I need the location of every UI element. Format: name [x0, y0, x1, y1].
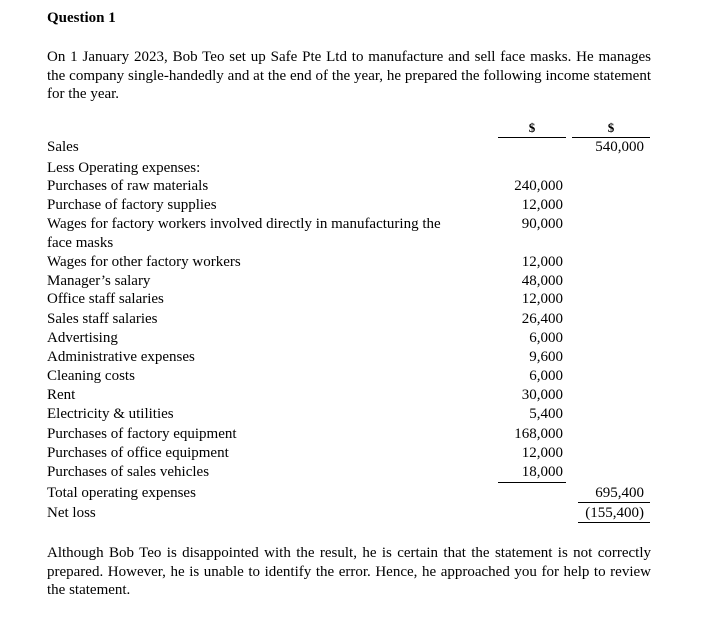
row-col1: 9,600	[529, 349, 563, 365]
total-underline	[578, 502, 650, 503]
row-col1: 12,000	[521, 445, 563, 461]
row-col2: 540,000	[595, 139, 644, 155]
col1-header: $	[498, 120, 566, 138]
statement-row-total	[47, 484, 657, 503]
question-title: Question 1	[47, 10, 116, 26]
row-col1: 18,000	[521, 464, 563, 480]
statement-row	[47, 463, 657, 482]
statement-row	[47, 444, 657, 463]
row-col1: 12,000	[521, 254, 563, 270]
row-label: Administrative expenses	[47, 349, 195, 365]
statement-row-net-loss	[47, 504, 657, 523]
statement-row	[47, 215, 657, 234]
row-label: Sales staff salaries	[47, 311, 158, 327]
row-col1: 168,000	[514, 426, 563, 442]
row-col1: 5,400	[529, 406, 563, 422]
row-label: Purchases of factory equipment	[47, 426, 237, 442]
statement-row	[47, 425, 657, 444]
row-col1: 6,000	[529, 368, 563, 384]
row-col1: 30,000	[521, 387, 563, 403]
statement-row-sales	[47, 138, 657, 157]
statement-row	[47, 367, 657, 386]
row-col1: 12,000	[521, 291, 563, 307]
row-col2: (155,400)	[585, 505, 644, 521]
net-loss-underline	[578, 522, 650, 523]
statement-row	[47, 329, 657, 348]
statement-row	[47, 348, 657, 367]
col2-header: $	[572, 120, 650, 138]
statement-row-less-operating-expenses	[47, 159, 657, 178]
row-label: Electricity & utilities	[47, 406, 174, 422]
row-label: Net loss	[47, 505, 96, 521]
statement-row	[47, 177, 657, 196]
row-label: Wages for factory workers involved directly in manufacturing the	[47, 216, 441, 232]
row-col1: 48,000	[521, 273, 563, 289]
statement-row	[47, 234, 657, 253]
row-col1: 26,400	[521, 311, 563, 327]
row-label: Advertising	[47, 330, 118, 346]
statement-row	[47, 253, 657, 272]
row-label: Purchases of raw materials	[47, 178, 209, 194]
statement-row	[47, 386, 657, 405]
statement-row	[47, 310, 657, 329]
row-label: Total operating expenses	[47, 485, 196, 501]
row-label: Purchases of office equipment	[47, 445, 229, 461]
row-col1: 6,000	[529, 330, 563, 346]
row-label: Office staff salaries	[47, 291, 164, 307]
row-label: Less Operating expenses:	[47, 160, 201, 176]
row-col2: 695,400	[595, 485, 644, 501]
statement-row	[47, 405, 657, 424]
row-label: Manager’s salary	[47, 273, 151, 289]
row-col1: 12,000	[521, 197, 563, 213]
statement-row	[47, 196, 657, 215]
row-label: Cleaning costs	[47, 368, 135, 384]
subtotal-underline	[498, 482, 566, 483]
row-col1: 240,000	[514, 178, 563, 194]
row-label: Rent	[47, 387, 76, 403]
row-label: Wages for other factory workers	[47, 254, 241, 270]
row-label: Purchase of factory supplies	[47, 197, 217, 213]
row-col1: 90,000	[521, 216, 563, 232]
row-label: face masks	[47, 235, 114, 251]
row-label: Sales	[47, 139, 79, 155]
question-outro: Although Bob Teo is disappointed with the result, he is certain that the statement is not correctly prepared. However, he is unable to identify the error. Hence, he approached you for help to review the statement.	[47, 545, 651, 599]
statement-row	[47, 272, 657, 291]
row-label: Purchases of sales vehicles	[47, 464, 210, 480]
question-intro: On 1 January 2023, Bob Teo set up Safe Pte Ltd to manufacture and sell face masks. He manages the company single-handedly and at the end of the year, he prepared the following income statement for the year.	[47, 49, 651, 103]
statement-row	[47, 290, 657, 309]
